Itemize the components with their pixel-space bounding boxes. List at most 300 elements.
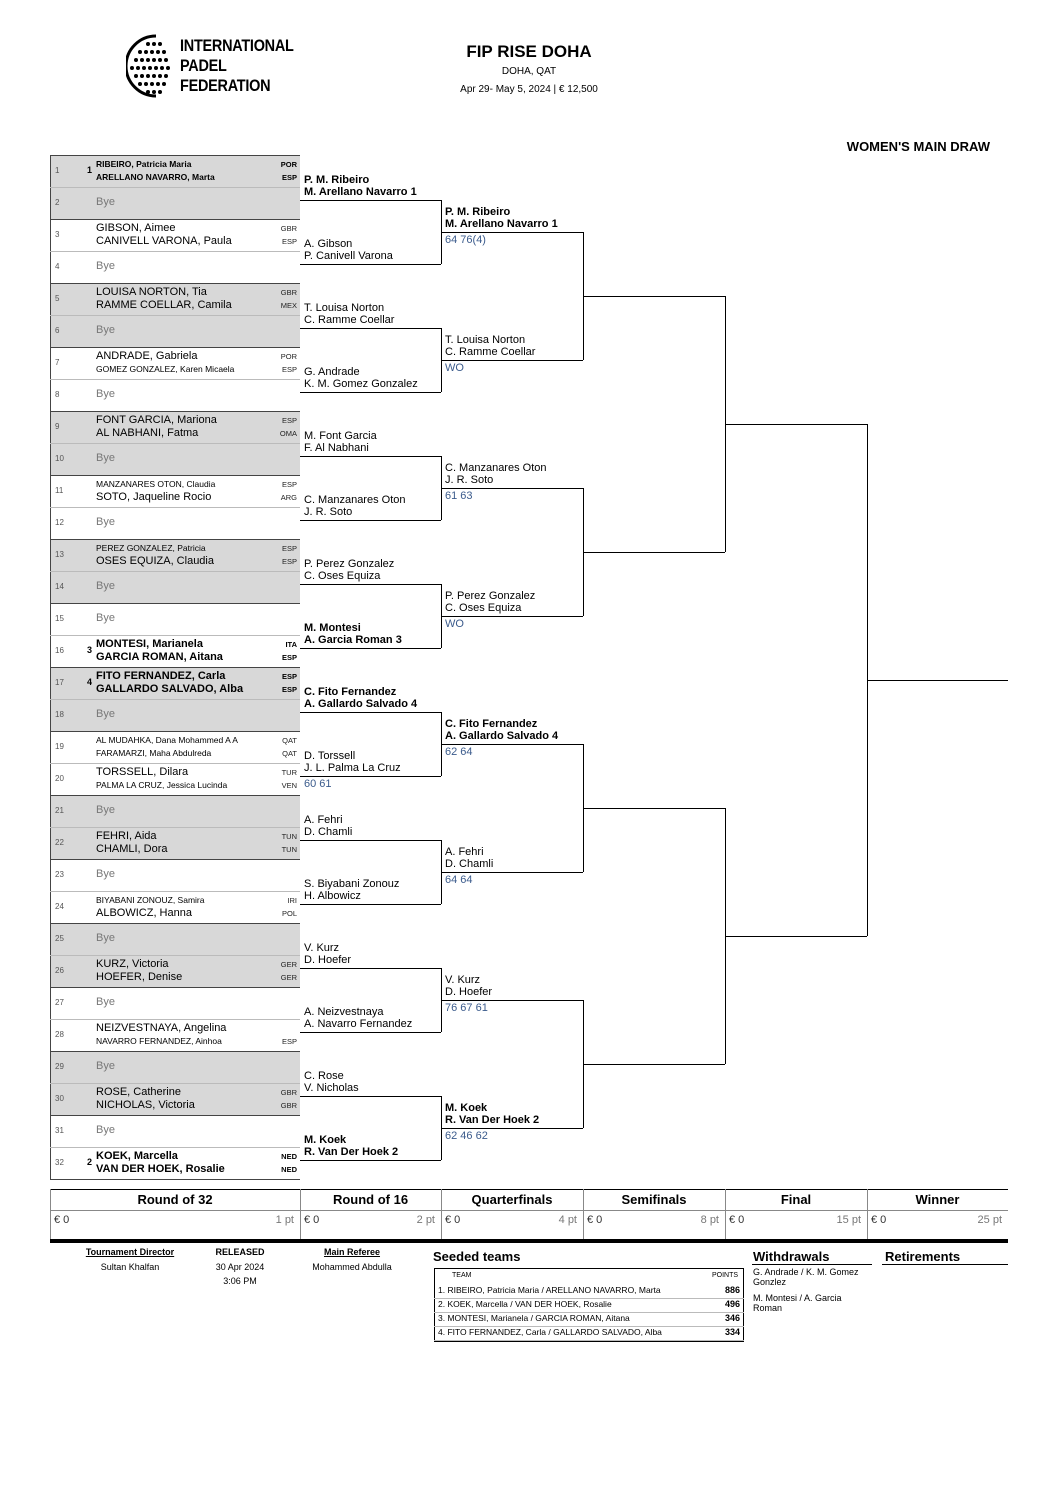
qf-winner-name: J. R. Soto	[445, 474, 494, 486]
qf-winner-name: C. Oses Equiza	[445, 602, 522, 614]
r16-winner-name: M. Koek	[304, 1134, 347, 1146]
seeded-row-rule	[434, 1340, 744, 1341]
r16-winner-name: P. M. Ribeiro	[304, 174, 370, 186]
row-separator	[50, 667, 300, 668]
r16-winner-name: A. Neizvestnaya	[304, 1006, 384, 1018]
tournament-dates: Apr 29- May 5, 2024 | € 12,500	[460, 84, 598, 95]
r16-winner-name: C. Manzanares Oton	[304, 494, 406, 506]
qf-result-line	[441, 616, 583, 617]
draw-position: 12	[55, 518, 64, 527]
r16-winner-name: J. L. Palma La Cruz	[304, 762, 401, 774]
draw-position: 22	[55, 838, 64, 847]
draw-row	[50, 1051, 300, 1083]
nationality: GBR	[280, 288, 297, 297]
nationality: GBR	[280, 1101, 297, 1110]
draw-position: 1	[55, 166, 60, 175]
round-prize: € 0	[871, 1214, 887, 1226]
round-prize: € 0	[304, 1214, 320, 1226]
draw-row	[50, 443, 300, 475]
r16-winner-name: M. Montesi	[304, 622, 361, 634]
logo-line: INTERNATIONAL	[180, 36, 294, 55]
bye-label: Bye	[96, 516, 115, 528]
r16-winner-name: K. M. Gomez Gonzalez	[304, 378, 418, 390]
r16-winner-name: R. Van Der Hoek 2	[304, 1146, 399, 1158]
row-separator	[50, 411, 300, 412]
nationality: NED	[281, 1165, 297, 1174]
qf-winner-name: C. Manzanares Oton	[445, 462, 547, 474]
seeded-teams-label: Seeded teams	[433, 1249, 521, 1264]
qf-result-line	[441, 1000, 583, 1001]
player-name: ANDRADE, Gabriela	[96, 350, 198, 362]
row-separator	[50, 763, 300, 764]
draw-position: 17	[55, 678, 64, 687]
row-separator	[50, 1051, 300, 1052]
r16-result-line	[300, 520, 441, 521]
r16-winner-name: C. Ramme Coellar	[304, 314, 395, 326]
player-name: FONT GARCIA, Mariona	[96, 414, 217, 426]
r16-result-line	[300, 392, 441, 393]
draw-row	[50, 1147, 300, 1179]
nationality: GER	[280, 973, 297, 982]
r16-winner-name: S. Biyabani Zonouz	[304, 878, 400, 890]
seeded-team: 4. FITO FERNANDEZ, Carla / GALLARDO SALVADO, Alba	[438, 1327, 662, 1337]
r16-winner-name: P. Perez Gonzalez	[304, 558, 395, 570]
player-name: ARELLANO NAVARRO, Marta	[96, 172, 215, 182]
round-name: Quarterfinals	[471, 1192, 553, 1207]
r16-winner-name: T. Louisa Norton	[304, 302, 385, 314]
row-separator	[50, 347, 300, 348]
nationality: ESP	[281, 672, 297, 681]
nationality: ESP	[281, 544, 297, 553]
match-score: 76 67 61	[445, 1002, 488, 1014]
row-separator	[50, 1019, 300, 1020]
bye-label: Bye	[96, 708, 115, 720]
retirements-rule	[882, 1264, 1008, 1265]
draw-position: 2	[55, 198, 60, 207]
qf-winner-name: T. Louisa Norton	[445, 334, 526, 346]
nationality: VEN	[281, 781, 297, 790]
qf-winner-name: D. Hoefer	[445, 986, 493, 998]
player-name: TORSSELL, Dilara	[96, 766, 189, 778]
released-date: 30 Apr 2024	[215, 1262, 265, 1272]
bye-label: Bye	[96, 580, 115, 592]
nationality: POR	[280, 160, 297, 169]
nationality: IRI	[287, 896, 297, 905]
bye-label: Bye	[96, 260, 115, 272]
nationality: POL	[281, 909, 297, 918]
bye-label: Bye	[96, 804, 115, 816]
row-separator	[50, 539, 300, 540]
bye-label: Bye	[96, 1124, 115, 1136]
r16-winner-name: A. Gibson	[304, 238, 353, 250]
r16-result-line	[300, 584, 441, 585]
rounds-top-rule	[50, 1189, 1008, 1190]
match-score: 62 64	[445, 746, 473, 758]
round-divider	[583, 1189, 584, 1239]
match-score: 62 46 62	[445, 1130, 488, 1142]
player-name: RIBEIRO, Patricia Maria	[96, 159, 192, 169]
nationality: QAT	[282, 749, 297, 758]
bye-label: Bye	[96, 1060, 115, 1072]
r16-winner-name: F. Al Nabhani	[304, 442, 369, 454]
draw-row	[50, 283, 300, 315]
player-name: FARAMARZI, Maha Abdulreda	[96, 748, 212, 758]
nationality: TUN	[281, 845, 297, 854]
draw-row	[50, 507, 300, 539]
r16-winner-name: D. Torssell	[304, 750, 356, 762]
bye-label: Bye	[96, 868, 115, 880]
qf-winner-name: C. Fito Fernandez	[445, 718, 538, 730]
player-name: FEHRI, Aida	[96, 830, 157, 842]
row-separator	[50, 603, 300, 604]
row-separator	[50, 731, 300, 732]
draw-row	[50, 539, 300, 571]
draw-row	[50, 923, 300, 955]
referee-name: Mohammed Abdulla	[312, 1262, 392, 1272]
r16-winner-name: M. Font Garcia	[304, 430, 377, 442]
r16-winner-name: A. Gallardo Salvado 4	[304, 698, 418, 710]
draw-position: 20	[55, 774, 64, 783]
draw-row	[50, 955, 300, 987]
bye-label: Bye	[96, 452, 115, 464]
round-divider	[725, 1189, 726, 1239]
withdrawal-item: M. Montesi / A. Garcia Roman	[753, 1293, 842, 1313]
seed-number: 1	[87, 165, 93, 175]
player-name: GIBSON, Aimee	[96, 222, 176, 234]
r16-result-line	[300, 456, 441, 457]
nationality: ARG	[280, 493, 297, 502]
empty-result-line	[583, 552, 725, 553]
player-name: OSES EQUIZA, Claudia	[96, 555, 214, 567]
draw-row	[50, 315, 300, 347]
row-separator	[50, 923, 300, 924]
row-separator	[50, 155, 300, 156]
seeded-team: 1. RIBEIRO, Patricia Maria / ARELLANO NAVARRO, Marta	[438, 1285, 661, 1295]
row-separator	[50, 955, 300, 956]
player-name: KOEK, Marcella	[96, 1150, 178, 1162]
r16-winner-name: C. Fito Fernandez	[304, 686, 397, 698]
logo-line: PADEL	[180, 56, 227, 75]
row-separator	[50, 1179, 300, 1180]
r16-result-line	[300, 1032, 441, 1033]
draw-position: 11	[55, 486, 64, 495]
tournament-location: DOHA, QAT	[501, 66, 557, 77]
qf-result-line	[441, 232, 583, 233]
match-score: 64 76(4)	[445, 234, 486, 246]
draw-position: 14	[55, 582, 64, 591]
match-score: WO	[445, 618, 464, 630]
nationality: ESP	[281, 365, 297, 374]
draw-position: 9	[55, 422, 60, 431]
nationality: NED	[281, 1152, 297, 1161]
r16-winner-name: A. Navarro Fernandez	[304, 1018, 413, 1030]
row-separator	[50, 315, 300, 316]
seed-number: 2	[87, 1157, 93, 1167]
player-name: NAVARRO FERNANDEZ, Ainhoa	[96, 1036, 222, 1046]
round-prize: € 0	[729, 1214, 745, 1226]
draw-row	[50, 699, 300, 731]
row-separator	[50, 475, 300, 476]
round-points: 2 pt	[416, 1214, 435, 1226]
draw-row	[50, 379, 300, 411]
draw-row	[50, 731, 300, 763]
player-name: VAN DER HOEK, Rosalie	[96, 1163, 225, 1175]
row-separator	[50, 795, 300, 796]
row-separator	[50, 699, 300, 700]
r16-result-line	[300, 968, 441, 969]
draw-row	[50, 187, 300, 219]
draw-row	[50, 891, 300, 923]
draw-row	[50, 635, 300, 667]
draw-position: 32	[55, 1158, 64, 1167]
row-separator	[50, 1115, 300, 1116]
empty-result-line	[583, 808, 725, 809]
qf-winner-name: M. Arellano Navarro 1	[445, 218, 558, 230]
r16-result-line	[300, 712, 441, 713]
nationality: GBR	[280, 224, 297, 233]
retirements-label: Retirements	[885, 1249, 961, 1264]
nationality: OMA	[279, 429, 297, 438]
draw-position: 4	[55, 262, 60, 271]
draw-row	[50, 827, 300, 859]
round-name: Semifinals	[621, 1192, 687, 1207]
draw-position: 13	[55, 550, 64, 559]
withdrawal-item: G. Andrade / K. M. Gomez Gonzlez	[753, 1267, 859, 1287]
draw-row	[50, 603, 300, 635]
player-name: NICHOLAS, Victoria	[96, 1099, 195, 1111]
seeded-points: 346	[724, 1313, 740, 1323]
draw-row	[50, 795, 300, 827]
round-divider	[867, 1189, 868, 1239]
qf-result-line	[441, 488, 583, 489]
row-separator	[50, 507, 300, 508]
draw-position: 10	[55, 454, 64, 463]
match-score: WO	[445, 362, 464, 374]
tournament-title: FIP RISE DOHA	[466, 42, 592, 61]
round-prize: € 0	[54, 1214, 70, 1226]
empty-result-line	[725, 424, 867, 425]
draw-position: 16	[55, 646, 64, 655]
r16-winner-name: M. Arellano Navarro 1	[304, 186, 417, 198]
player-name: ROSE, Catherine	[96, 1086, 181, 1098]
row-separator	[50, 571, 300, 572]
round-points: 25 pt	[977, 1214, 1002, 1226]
player-name: LOUISA NORTON, Tia	[96, 286, 207, 298]
draw-row	[50, 475, 300, 507]
draw-row	[50, 251, 300, 283]
draw-row	[50, 763, 300, 795]
seeded-team: 3. MONTESI, Marianela / GARCIA ROMAN, Aitana	[438, 1313, 630, 1323]
player-name: MONTESI, Marianela	[96, 638, 203, 650]
draw-row	[50, 411, 300, 443]
r16-result-line	[300, 776, 441, 777]
player-name: AL MUDAHKA, Dana Mohammed A A	[96, 735, 238, 745]
r16-winner-name: C. Rose	[304, 1070, 344, 1082]
draw-row	[50, 859, 300, 891]
referee-label: Main Referee	[323, 1247, 381, 1257]
player-name: MANZANARES OTON, Claudia	[96, 479, 216, 489]
bye-label: Bye	[96, 196, 115, 208]
nationality: TUR	[281, 768, 297, 777]
round-name: Winner	[915, 1192, 960, 1207]
r16-winner-name: A. Garcia Roman 3	[304, 634, 402, 646]
qf-winner-name: D. Chamli	[445, 858, 494, 870]
round-divider	[300, 1189, 301, 1239]
player-name: AL NABHANI, Fatma	[96, 427, 199, 439]
row-separator	[50, 1147, 300, 1148]
player-name: HOEFER, Denise	[96, 971, 183, 983]
draw-position: 29	[55, 1062, 64, 1071]
round-points: 1 pt	[275, 1214, 294, 1226]
nationality: TUN	[281, 832, 297, 841]
seeded-team: 2. KOEK, Marcella / VAN DER HOEK, Rosalie	[438, 1299, 612, 1309]
r16-result-line	[300, 264, 441, 265]
player-name: SOTO, Jaqueline Rocio	[96, 491, 212, 503]
nationality: GBR	[280, 1088, 297, 1097]
r16-result-line	[300, 904, 441, 905]
qf-result-line	[441, 872, 583, 873]
qf-winner-name: V. Kurz	[445, 974, 481, 986]
row-separator	[50, 379, 300, 380]
seeded-points: 496	[724, 1299, 740, 1309]
draw-position: 7	[55, 358, 60, 367]
bye-label: Bye	[96, 612, 115, 624]
round-divider	[441, 1189, 442, 1239]
withdrawals-label: Withdrawals	[753, 1249, 830, 1264]
seeded-points: 886	[724, 1285, 740, 1295]
player-name: ALBOWICZ, Hanna	[96, 907, 192, 919]
row-separator	[50, 827, 300, 828]
seeded-points: 334	[724, 1327, 740, 1337]
nationality: ESP	[281, 416, 297, 425]
round-points: 8 pt	[700, 1214, 719, 1226]
player-name: BIYABANI ZONOUZ, Samira	[96, 895, 205, 905]
released-time: 3:06 PM	[223, 1276, 257, 1286]
draw-row	[50, 155, 300, 187]
draw-position: 30	[55, 1094, 64, 1103]
nationality: POR	[280, 352, 297, 361]
director-name: Sultan Khalfan	[100, 1262, 160, 1272]
row-separator	[50, 635, 300, 636]
draw-position: 15	[55, 614, 64, 623]
match-score: 64 64	[445, 874, 473, 886]
r16-winner-name: A. Fehri	[304, 814, 343, 826]
empty-result-line	[725, 936, 867, 937]
released-label: RELEASED	[215, 1247, 265, 1257]
player-name: CANIVELL VARONA, Paula	[96, 235, 232, 247]
draw-position: 19	[55, 742, 64, 751]
points-col-header: POINTS	[712, 1272, 739, 1279]
r16-result-line	[300, 200, 441, 201]
qf-result-line	[441, 1128, 583, 1129]
match-score: 61 63	[445, 490, 473, 502]
draw-position: 27	[55, 998, 64, 1007]
draw-row	[50, 1019, 300, 1051]
empty-result-line	[583, 1064, 725, 1065]
round-name: Round of 16	[332, 1192, 409, 1207]
row-separator	[50, 187, 300, 188]
director-label: Tournament Director	[85, 1247, 175, 1257]
player-name: FITO FERNANDEZ, Carla	[96, 670, 226, 682]
round-name: Final	[780, 1192, 812, 1207]
qf-winner-name: P. Perez Gonzalez	[445, 590, 536, 602]
match-score: 60 61	[304, 778, 332, 790]
r16-winner-name: V. Nicholas	[304, 1082, 359, 1094]
player-name: CHAMLI, Dora	[96, 843, 168, 855]
row-separator	[50, 859, 300, 860]
draw-position: 26	[55, 966, 64, 975]
draw-row	[50, 219, 300, 251]
r16-winner-name: G. Andrade	[304, 366, 360, 378]
qf-winner-name: C. Ramme Coellar	[445, 346, 536, 358]
nationality: ESP	[281, 237, 297, 246]
player-name: GALLARDO SALVADO, Alba	[96, 683, 244, 695]
draw-position: 8	[55, 390, 60, 399]
logo-line: FEDERATION	[180, 76, 271, 95]
row-separator	[50, 219, 300, 220]
nationality: QAT	[282, 736, 297, 745]
draw-row	[50, 667, 300, 699]
round-mid-rule	[50, 1210, 1008, 1211]
r16-winner-name: C. Oses Equiza	[304, 570, 381, 582]
draw-row	[50, 571, 300, 603]
empty-result-line	[867, 680, 1008, 681]
qf-result-line	[441, 360, 583, 361]
nationality: MEX	[280, 301, 297, 310]
r16-result-line	[300, 328, 441, 329]
player-name: KURZ, Victoria	[96, 958, 169, 970]
nationality: ESP	[281, 1037, 297, 1046]
nationality: ESP	[281, 653, 297, 662]
qf-winner-name: A. Fehri	[445, 846, 484, 858]
round-points: 15 pt	[836, 1214, 861, 1226]
nationality: ITA	[285, 640, 297, 649]
r16-winner-name: D. Chamli	[304, 826, 353, 838]
nationality: ESP	[281, 557, 297, 566]
draw-position: 25	[55, 934, 64, 943]
rounds-bottom-rule	[50, 1239, 1008, 1243]
draw-position: 6	[55, 326, 60, 335]
bye-label: Bye	[96, 996, 115, 1008]
draw-row	[50, 347, 300, 379]
round-prize: € 0	[587, 1214, 603, 1226]
qf-winner-name: A. Gallardo Salvado 4	[445, 730, 559, 742]
r16-winner-name: D. Hoefer	[304, 954, 352, 966]
bye-label: Bye	[96, 388, 115, 400]
draw-position: 18	[55, 710, 64, 719]
row-separator	[50, 443, 300, 444]
player-name: PEREZ GONZALEZ, Patricia	[96, 543, 206, 553]
bye-label: Bye	[96, 324, 115, 336]
nationality: GER	[280, 960, 297, 969]
player-name: GARCIA ROMAN, Aitana	[96, 651, 223, 663]
team-col-header: TEAM	[452, 1272, 472, 1279]
qf-result-line	[441, 744, 583, 745]
seed-number: 3	[87, 645, 93, 655]
draw-position: 31	[55, 1126, 64, 1135]
round-prize: € 0	[445, 1214, 461, 1226]
r16-winner-name: H. Albowicz	[304, 890, 361, 902]
withdrawals-rule	[752, 1264, 872, 1265]
nationality: ESP	[281, 173, 297, 182]
draw-position: 21	[55, 806, 64, 815]
round-name: Round of 32	[137, 1192, 213, 1207]
row-separator	[50, 891, 300, 892]
r16-result-line	[300, 648, 441, 649]
r16-winner-name: P. Canivell Varona	[304, 250, 393, 262]
draw-row	[50, 1083, 300, 1115]
row-separator	[50, 987, 300, 988]
